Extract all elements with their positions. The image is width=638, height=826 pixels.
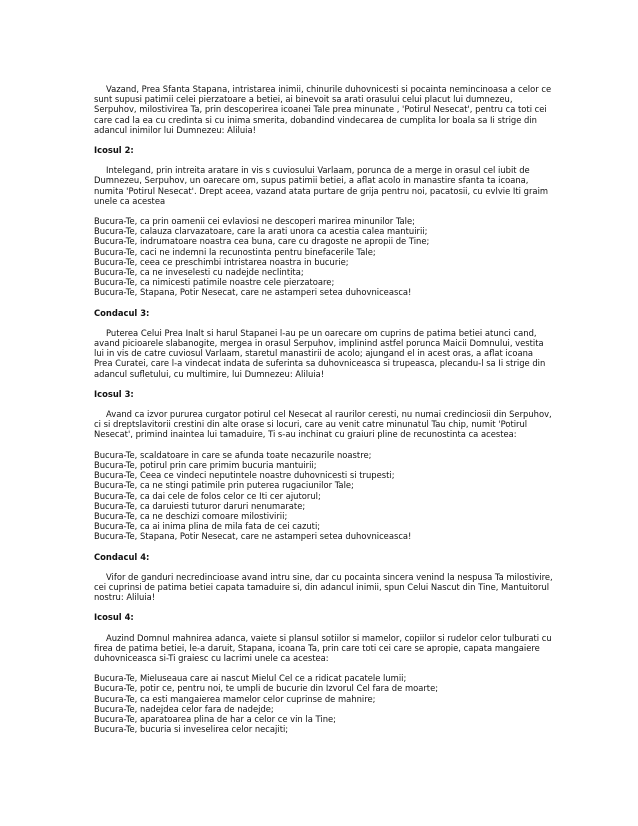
section-heading: Condacul 4: — [94, 551, 150, 562]
hail-line: Bucura-Te, Mieluseaua care ai nascut Mielul Cel ce a ridicat pacatele lumii; — [94, 673, 407, 684]
hail-line: Bucura-Te, bucuria si inveselirea celor necajiti; — [94, 724, 289, 735]
section-paragraph: Vifor de ganduri necredincioase avand intru sine, dar cu pocainta sincera venind la nespusa Ta milostivire, cei cuprinsi de patima betiei capata tamaduire si, din adancul inimii, spun Celui Nascut din Tine, Mantuitorul nostru: Aliluia! — [94, 571, 553, 603]
hail-line: Bucura-Te, ca ai inima plina de mila fata de cei cazuti; — [94, 521, 321, 532]
hail-line: Bucura-Te, caci ne indemni la recunostinta pentru binefacerile Tale; — [94, 246, 376, 257]
hail-line: Bucura-Te, Stapana, Potir Nesecat, care ne astamperi setea duhovniceasca! — [94, 287, 412, 298]
hail-line: Bucura-Te, calauza clarvazatoare, care la arati unora ca acestia calea mantuirii; — [94, 226, 428, 237]
hail-line: Bucura-Te, ca ne inveselesti cu nadejde neclintita; — [94, 267, 304, 278]
intro-paragraph: Vazand, Prea Sfanta Stapana, intristarea inimii, chinurile duhovnicesti si pocainta nemincinoasa a celor ce sunt supusi patimii celei pierzatoare a betiei, ai binevoit sa arati orasului celui placut lui dumnezeu, Serpuhov, milostivirea Ta, prin descoperirea icoanei Tale prea minunate , 'Potirul Nesecat', pentru ca toti cei care cad la ea cu credinta si cu inima smerita, dobandind vindecarea de cumplita lor boala sa Ii strige din adancul inimilor lui Dumnezeu: Aliluia! — [94, 84, 552, 135]
document-page — [94, 84, 554, 744]
section-paragraph: Puterea Celui Prea Inalt si harul Stapanei l-au pe un oarecare om cuprins de patima betiei atunci cand, avand picioarele slabanogite, mergea in orasul Serpuhov, implinind astfel porunca Maicii Domnului, vestita lui in vis de catre cuviosul Varlaam, staretul manastirii de acolo; ajungand el in acest oras, a aflat icoana Prea Curatei, care l-a vindecat indata de suferinta sa duhovniceasca si trupeasca, plecandu-l sa Ii strige din adancul sufletului, cu multimire, lui Dumnezeu: Aliluia! — [94, 327, 546, 379]
hail-line: Bucura-Te, scaldatoare in care se afunda toate necazurile noastre; — [94, 449, 372, 460]
section-paragraph: Auzind Domnul mahnirea adanca, vaiete si plansul sotiilor si mamelor, copiilor si rudelor celor tulburati cu firea de patima betiei, le-a daruit, Stapana, icoana Ta, prin care toti cei care se apropie, capata mangaiere duhovniceasca si-Ti graiesc cu lacrimi unele ca acestea: — [94, 632, 552, 663]
hail-line: Bucura-Te, ca dai cele de folos celor ce Iti cer ajutorul; — [94, 490, 321, 501]
hail-list — [94, 216, 554, 298]
section-heading: Condacul 3: — [94, 307, 150, 318]
hail-line: Bucura-Te, potirul prin care primim bucuria mantuirii; — [94, 459, 317, 470]
hail-line: Bucura-Te, ceea ce preschimbi intristarea noastra in bucurie; — [94, 256, 349, 267]
hail-line: Bucura-Te, potir ce, pentru noi, te umpli de bucurie din Izvorul Cel fara de moarte; — [94, 683, 439, 694]
hail-line: Bucura-Te, indrumatoare noastra cea buna, care cu dragoste ne apropii de Tine; — [94, 236, 430, 247]
hail-line: Bucura-Te, nadejdea celor fara de nadejde; — [94, 703, 274, 714]
section-heading: Icosul 4: — [94, 612, 134, 623]
hail-line: Bucura-Te, Stapana, Potir Nesecat, care ne astamperi setea duhovniceasca! — [94, 531, 412, 542]
hail-line: Bucura-Te, ca prin oamenii cei evlaviosi ne descoperi marirea minunilor Tale; — [94, 216, 415, 227]
hail-list — [94, 450, 554, 542]
hail-list — [94, 673, 554, 734]
section-paragraph: Avand ca izvor pururea curgator potirul cel Nesecat al raurilor ceresti, nu numai credinciosii din Serpuhov, ci si dreptslavitorii crestini din alte orase si locuri, care au venit catre minunatul Tau chip, numit 'Potirul Nesecat', primind inaintea lui tamaduire, Ti s-au inchinat cu graiuri pline de recunostinta ca acestea: — [94, 409, 552, 440]
hail-line: Bucura-Te, ca esti mangaierea mamelor celor cuprinse de mahnire; — [94, 693, 376, 704]
hail-line: Bucura-Te, ca daruiesti tuturor daruri nenumarate; — [94, 500, 306, 511]
hail-line: Bucura-Te, Ceea ce vindeci neputintele noastre duhovnicesti si trupesti; — [94, 470, 395, 481]
hail-line: Bucura-Te, ca ne deschizi comoare milostivirii; — [94, 510, 288, 521]
hail-line: Bucura-Te, aparatoarea plina de har a celor ce vin la Tine; — [94, 713, 336, 724]
section-heading: Icosul 2: — [94, 145, 134, 156]
section-paragraph: Intelegand, prin intreita aratare in vis s cuviosului Varlaam, porunca de a merge in orasul cel iubit de Dumnezeu, Serpuhov, un oarecare om, supus patimii betiei, a aflat acolo in manastire sfanta ta icoana, numita 'Potirul Nesecat'. Drept aceea, vazand atata purtare de grija pentru noi, pacatosii, cu evlvie Iti graim unele ca acestea — [94, 165, 549, 206]
hail-line: Bucura-Te, ca ne stingi patimile prin puterea rugaciunilor Tale; — [94, 480, 354, 491]
hail-line: Bucura-Te, ca nimicesti patimile noastre cele pierzatoare; — [94, 277, 335, 288]
section-heading: Icosul 3: — [94, 388, 134, 399]
